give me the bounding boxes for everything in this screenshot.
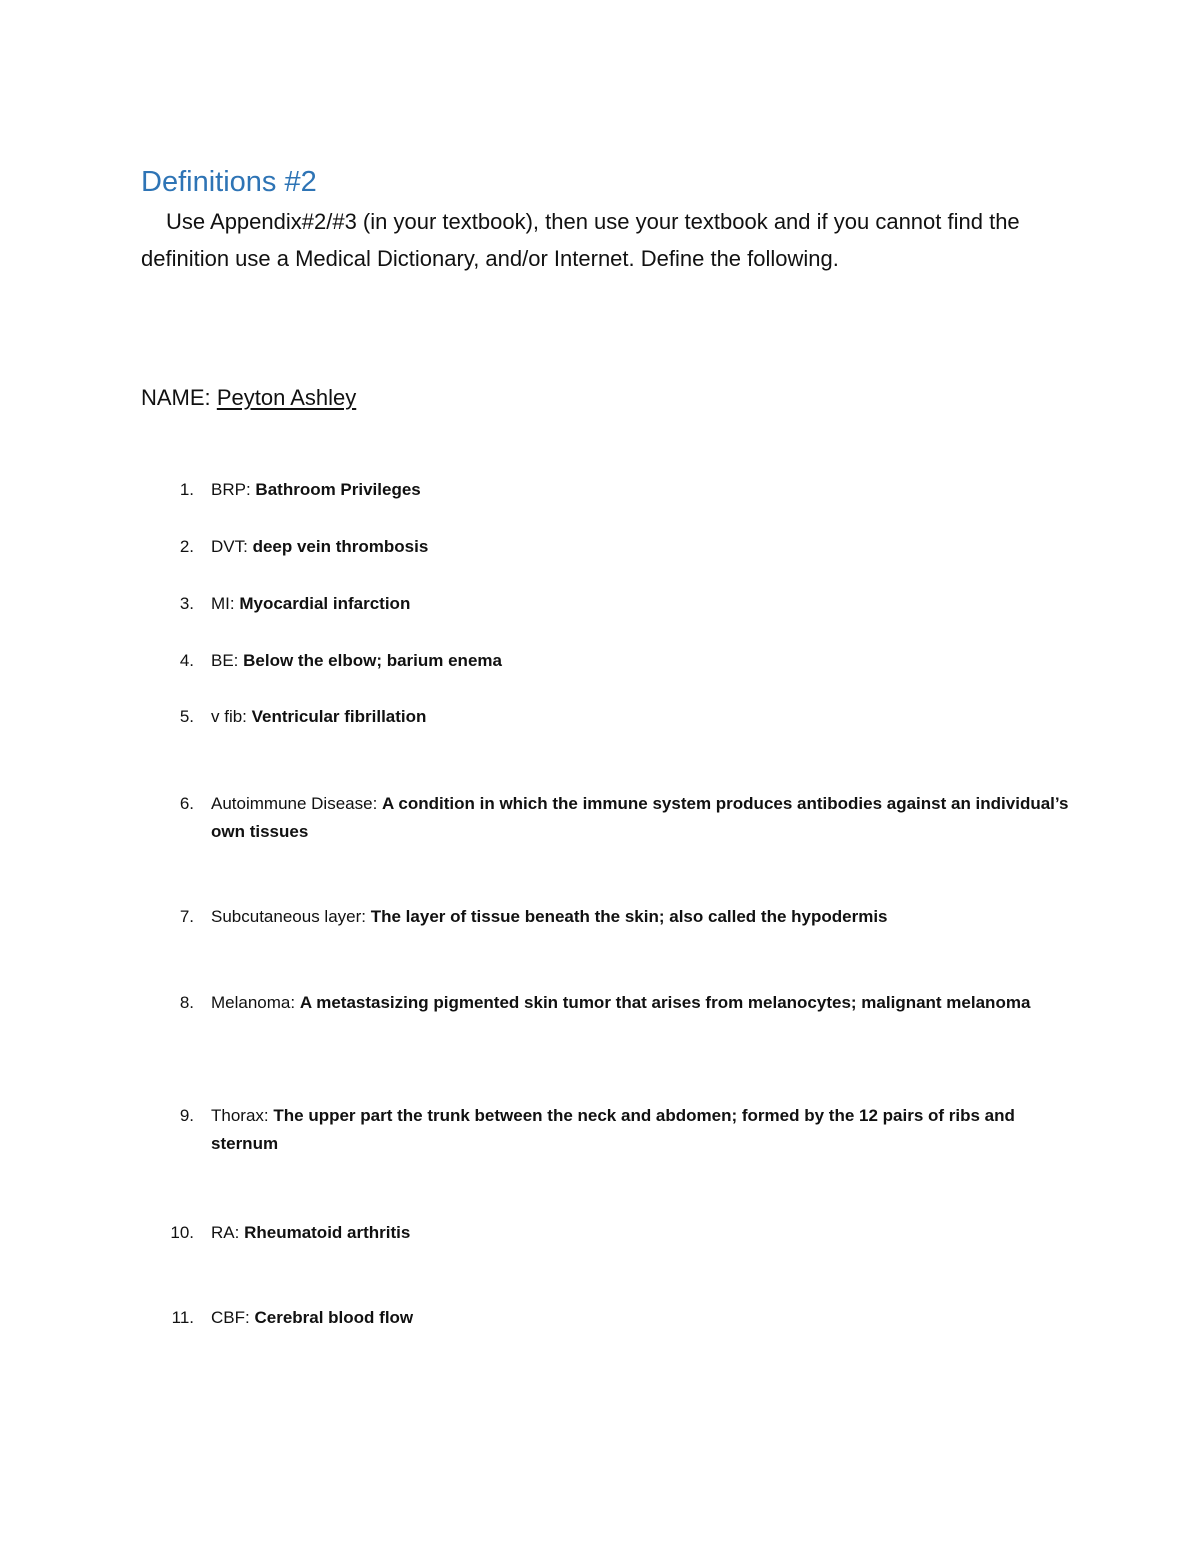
definition-body (211, 647, 1071, 675)
definition-term: Melanoma: (211, 993, 296, 1012)
definition-text: Myocardial infarction (239, 594, 411, 613)
name-line (141, 382, 356, 414)
definition-number: 9. (179, 1106, 194, 1125)
definition-term: BE: (211, 651, 239, 670)
definition-term: RA: (211, 1223, 240, 1242)
definition-number: 2. (179, 537, 194, 556)
definition-number: 3. (179, 594, 194, 613)
definition-body (211, 533, 1071, 561)
definition-text: The upper part the trunk between the neck and abdomen; formed by the 12 pairs of ribs and sternum (211, 1106, 1015, 1153)
definition-text: A metastasizing pigmented skin tumor that arises from melanocytes; malignant melanoma (299, 993, 1031, 1012)
definition-text: deep vein thrombosis (252, 537, 429, 556)
name-label: NAME: (141, 385, 211, 410)
definition-number: 8. (179, 993, 194, 1012)
definition-term: CBF: (211, 1308, 250, 1327)
definition-text: Cerebral blood flow (254, 1308, 414, 1327)
definition-number: 4. (179, 651, 194, 670)
definition-body (211, 703, 1071, 731)
definition-number: 6. (179, 794, 194, 813)
definition-text: The layer of tissue beneath the skin; also called the hypodermis (370, 907, 888, 926)
definition-text: Ventricular fibrillation (251, 707, 427, 726)
definition-number: 7. (179, 907, 194, 926)
definition-body (211, 790, 1071, 846)
definition-body (211, 1102, 1071, 1158)
definition-number: 5. (179, 707, 194, 726)
definition-text: A condition in which the immune system produces antibodies against an individual’s own tissues (211, 794, 1069, 841)
definition-term: Thorax: (211, 1106, 269, 1125)
definition-term: Subcutaneous layer: (211, 907, 366, 926)
definition-number: 1. (179, 480, 194, 499)
definition-body (211, 989, 1071, 1017)
name-value: Peyton Ashley (216, 385, 357, 410)
definition-body (211, 476, 1071, 504)
definition-term: Autoimmune Disease: (211, 794, 378, 813)
definition-body (211, 1304, 1071, 1332)
instructions-paragraph: Use Appendix#2/#3 (in your textbook), then use your textbook and if you cannot find the definition use a Medical Dictionary, and/or Internet. Define the following. (141, 209, 1020, 271)
definition-term: MI: (211, 594, 235, 613)
definition-term: BRP: (211, 480, 251, 499)
definition-term: DVT: (211, 537, 248, 556)
definition-body (211, 903, 1071, 931)
definition-text: Rheumatoid arthritis (244, 1223, 411, 1242)
definition-text: Bathroom Privileges (255, 480, 421, 499)
definition-body (211, 1219, 1071, 1247)
definition-number: 10. (170, 1223, 194, 1242)
document-title: Definitions #2 (141, 166, 317, 198)
definition-text: Below the elbow; barium enema (243, 651, 502, 670)
definition-body (211, 590, 1071, 618)
definition-number: 11. (171, 1308, 194, 1327)
definition-term: v fib: (211, 707, 247, 726)
